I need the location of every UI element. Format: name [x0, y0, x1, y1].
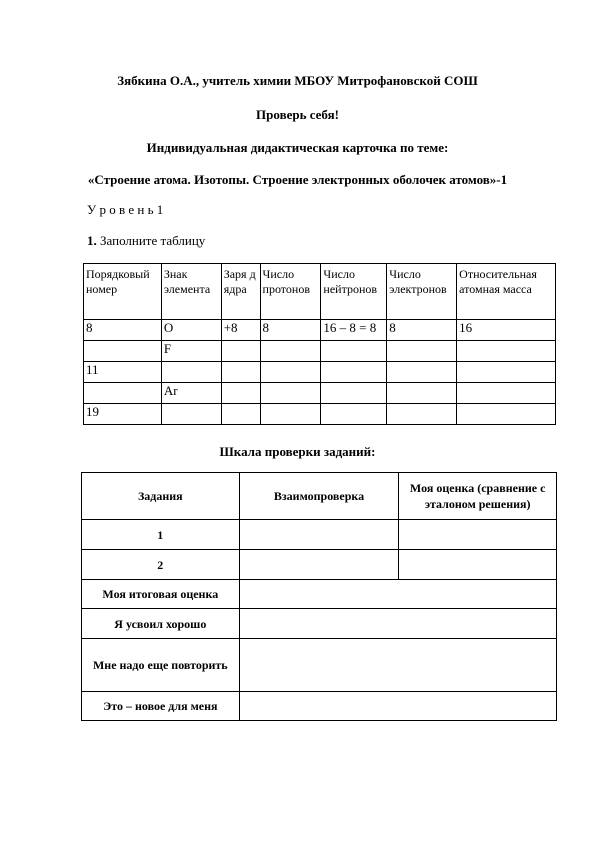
table-cell[interactable] — [221, 341, 260, 362]
task-number-cell: 2 — [82, 550, 240, 580]
learned-well-row — [82, 609, 557, 639]
table-cell[interactable] — [161, 404, 221, 425]
need-repeat-row — [82, 639, 557, 692]
table-row — [84, 341, 556, 362]
scale-title: Шкала проверки заданий: — [219, 444, 376, 459]
table-cell[interactable] — [387, 404, 457, 425]
table-cell[interactable]: 8 — [260, 320, 321, 341]
peer-check-cell[interactable] — [239, 520, 399, 550]
task-instruction — [87, 233, 205, 249]
table-cell[interactable]: +8 — [221, 320, 260, 341]
table-cell[interactable] — [260, 383, 321, 404]
table-cell[interactable] — [457, 362, 556, 383]
elements-table — [83, 263, 556, 425]
scale-row-task-1 — [82, 520, 557, 550]
header-ordinal-number: Порядковый номер — [84, 264, 162, 320]
table-cell[interactable] — [84, 383, 162, 404]
header-protons: Число протонов — [260, 264, 321, 320]
header-nuclear-charge: Заря д ядра — [221, 264, 260, 320]
table-cell[interactable] — [260, 362, 321, 383]
table-cell[interactable] — [221, 362, 260, 383]
self-grade-cell[interactable] — [399, 550, 557, 580]
table-row — [84, 362, 556, 383]
table-cell[interactable] — [221, 383, 260, 404]
card-title: Индивидуальная дидактическая карточка по теме: — [146, 140, 449, 155]
scale-header-self-grade: Моя оценка (сравнение с эталоном решения) — [399, 473, 557, 520]
self-grade-cell[interactable] — [399, 520, 557, 550]
table-cell[interactable] — [321, 383, 387, 404]
table-cell[interactable]: F — [161, 341, 221, 362]
table-header-row — [84, 264, 556, 320]
table-cell[interactable] — [387, 383, 457, 404]
table-cell[interactable]: Ar — [161, 383, 221, 404]
table-cell[interactable]: 19 — [84, 404, 162, 425]
new-for-me-row — [82, 692, 557, 721]
scale-header-row — [82, 473, 557, 520]
table-cell[interactable]: 16 – 8 = 8 — [321, 320, 387, 341]
learned-well-cell[interactable] — [239, 609, 556, 639]
new-for-me-label: Это – новое для меня — [82, 692, 240, 721]
table-cell[interactable] — [161, 362, 221, 383]
table-row — [84, 404, 556, 425]
table-cell[interactable]: 16 — [457, 320, 556, 341]
level-label: У р о в е н ь 1 — [87, 202, 164, 217]
header-neutrons: Число нейтронов — [321, 264, 387, 320]
task-number: 1. — [87, 233, 97, 248]
table-cell[interactable]: 8 — [387, 320, 457, 341]
table-cell[interactable] — [260, 341, 321, 362]
final-grade-label: Моя итоговая оценка — [82, 580, 240, 609]
table-cell[interactable] — [321, 362, 387, 383]
scale-header-peer-check: Взаимопроверка — [239, 473, 399, 520]
table-cell[interactable]: 11 — [84, 362, 162, 383]
table-cell[interactable] — [260, 404, 321, 425]
new-for-me-cell[interactable] — [239, 692, 556, 721]
table-cell[interactable] — [387, 362, 457, 383]
table-cell[interactable]: 8 — [84, 320, 162, 341]
scale-row-task-2 — [82, 550, 557, 580]
learned-well-label: Я усвоил хорошо — [82, 609, 240, 639]
table-cell[interactable] — [84, 341, 162, 362]
task-number-cell: 1 — [82, 520, 240, 550]
need-repeat-cell[interactable] — [239, 639, 556, 692]
table-cell[interactable] — [221, 404, 260, 425]
table-row — [84, 383, 556, 404]
peer-check-cell[interactable] — [239, 550, 399, 580]
table-row — [84, 320, 556, 341]
task-text: Заполните таблицу — [96, 233, 206, 248]
author-line: Зябкина О.А., учитель химии МБОУ Митрофановской СОШ — [117, 73, 478, 88]
header-element-symbol: Знак элемента — [161, 264, 221, 320]
table-cell[interactable]: O — [161, 320, 221, 341]
header-atomic-mass: Относительная атомная масса — [457, 264, 556, 320]
grading-scale-table — [81, 472, 557, 721]
table-cell[interactable] — [321, 404, 387, 425]
topic-title: «Строение атома. Изотопы. Строение электронных оболочек атомов»-1 — [87, 172, 508, 187]
final-grade-cell[interactable] — [239, 580, 556, 609]
table-cell[interactable] — [457, 404, 556, 425]
table-cell[interactable] — [457, 383, 556, 404]
need-repeat-label: Мне надо еще повторить — [82, 639, 240, 692]
scale-header-task: Задания — [82, 473, 240, 520]
table-cell[interactable] — [457, 341, 556, 362]
header-electrons: Число электронов — [387, 264, 457, 320]
final-grade-row — [82, 580, 557, 609]
table-cell[interactable] — [321, 341, 387, 362]
check-yourself-heading: Проверь себя! — [256, 107, 339, 122]
table-cell[interactable] — [387, 341, 457, 362]
